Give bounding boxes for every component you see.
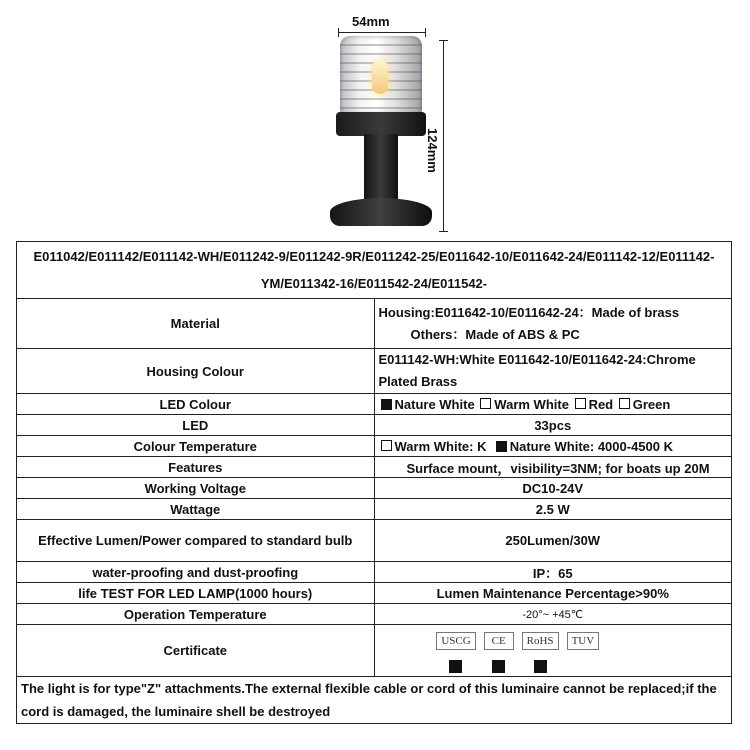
rohs-badge: RoHS: [522, 632, 559, 650]
lamp-lens: [340, 36, 422, 114]
table-row: [17, 299, 732, 349]
row-label: Effective Lumen/Power compared to standard bulb: [17, 520, 375, 562]
table-row: [17, 436, 732, 457]
colour-temperature-value: [374, 436, 732, 457]
life-test-value: Lumen Maintenance Percentage>90%: [374, 583, 732, 604]
operation-temperature-value: -20°~ +45℃: [374, 604, 732, 625]
lamp-stem: [364, 134, 398, 200]
cert-mark-ce: [484, 632, 514, 673]
features-text: Surface mount，visibility=3NM; for boats up 20M: [406, 460, 710, 476]
installation-note: The light is for type"Z" attachments.The external flexible cable or cord of this luminaire cannot be replaced;if the cord is damaged, the luminaire shell be destroyed: [17, 677, 732, 724]
led-colour-option: Nature White: [394, 396, 475, 412]
checkbox-empty-icon: [575, 398, 586, 409]
row-label: Features: [17, 457, 375, 478]
rohs-square-icon: [534, 660, 547, 673]
lamp-collar: [336, 112, 426, 136]
note-row: [17, 677, 732, 724]
row-label: life TEST FOR LED LAMP(1000 hours): [17, 583, 375, 604]
uscg-square-icon: [449, 660, 462, 673]
row-label: Certificate: [17, 625, 375, 677]
table-row: [17, 562, 732, 583]
checkbox-empty-icon: [619, 398, 630, 409]
row-label: water-proofing and dust-proofing: [17, 562, 375, 583]
ip-rating-value: IP：65: [374, 562, 732, 583]
led-value: 33pcs: [374, 415, 732, 436]
models-row: [17, 242, 732, 299]
spec-table: [16, 241, 732, 724]
row-label: Wattage: [17, 499, 375, 520]
row-label: Housing Colour: [17, 349, 375, 394]
row-label: Operation Temperature: [17, 604, 375, 625]
cert-mark-uscg: [436, 632, 475, 673]
material-line-2: Others：Made of ABS & PC: [410, 326, 580, 342]
led-colour-option: Red: [588, 396, 614, 412]
table-row: [17, 415, 732, 436]
checkbox-empty-icon: [381, 440, 392, 451]
working-voltage-value: DC10-24V: [374, 478, 732, 499]
lamp-base: [330, 198, 432, 226]
row-label: LED Colour: [17, 394, 375, 415]
cert-mark-tuv: [567, 632, 600, 673]
table-row: [17, 625, 732, 677]
table-row: [17, 520, 732, 562]
row-label: Working Voltage: [17, 478, 375, 499]
tuv-badge: TUV: [567, 632, 600, 650]
table-row: [17, 457, 732, 478]
led-colour-option: Green: [632, 396, 671, 412]
height-dimension-line: [443, 40, 444, 232]
ce-badge: CE: [484, 632, 514, 650]
checkbox-checked-icon: [381, 399, 392, 410]
wattage-value: 2.5 W: [374, 499, 732, 520]
table-row: [17, 604, 732, 625]
product-illustration: [300, 0, 490, 240]
certificate-list: [309, 632, 728, 673]
table-row: [17, 499, 732, 520]
table-row: [17, 583, 732, 604]
certificate-marks: [374, 625, 732, 677]
table-row: [17, 478, 732, 499]
cert-mark-rohs: [522, 632, 559, 673]
row-label: Material: [17, 299, 375, 349]
ce-square-icon: [492, 660, 505, 673]
material-value: [374, 299, 732, 349]
material-line-1: Housing:E011642-10/E011642-24：Made of brass: [378, 304, 680, 320]
housing-colour-value: E011142-WH:White E011642-10/E011642-24:Chrome Plated Brass: [374, 349, 732, 394]
table-row: [17, 349, 732, 394]
colour-temp-option: Nature White: 4000-4500 K: [509, 438, 673, 454]
table-row: [17, 394, 732, 415]
lumen-value: 250Lumen/30W: [374, 520, 732, 562]
checkbox-empty-icon: [480, 398, 491, 409]
led-bulb: [372, 60, 388, 94]
colour-temp-option: Warm White: K: [394, 438, 487, 454]
row-label: Colour Temperature: [17, 436, 375, 457]
uscg-badge: USCG: [436, 632, 475, 650]
height-dimension-label: 124mm: [425, 128, 440, 173]
features-value: [374, 457, 732, 478]
checkbox-checked-icon: [496, 441, 507, 452]
model-numbers: E011042/E011142/E011142-WH/E011242-9/E011242-9R/E011242-25/E011642-10/E011642-24/E011142-12/E011142-YM/E011342-16/E011542-24/E011542-: [17, 242, 732, 299]
width-dimension-line: [338, 32, 426, 33]
row-label: LED: [17, 415, 375, 436]
led-colour-option: Warm White: [494, 396, 569, 412]
led-colour-options: [374, 394, 732, 415]
width-dimension-label: 54mm: [352, 14, 390, 29]
